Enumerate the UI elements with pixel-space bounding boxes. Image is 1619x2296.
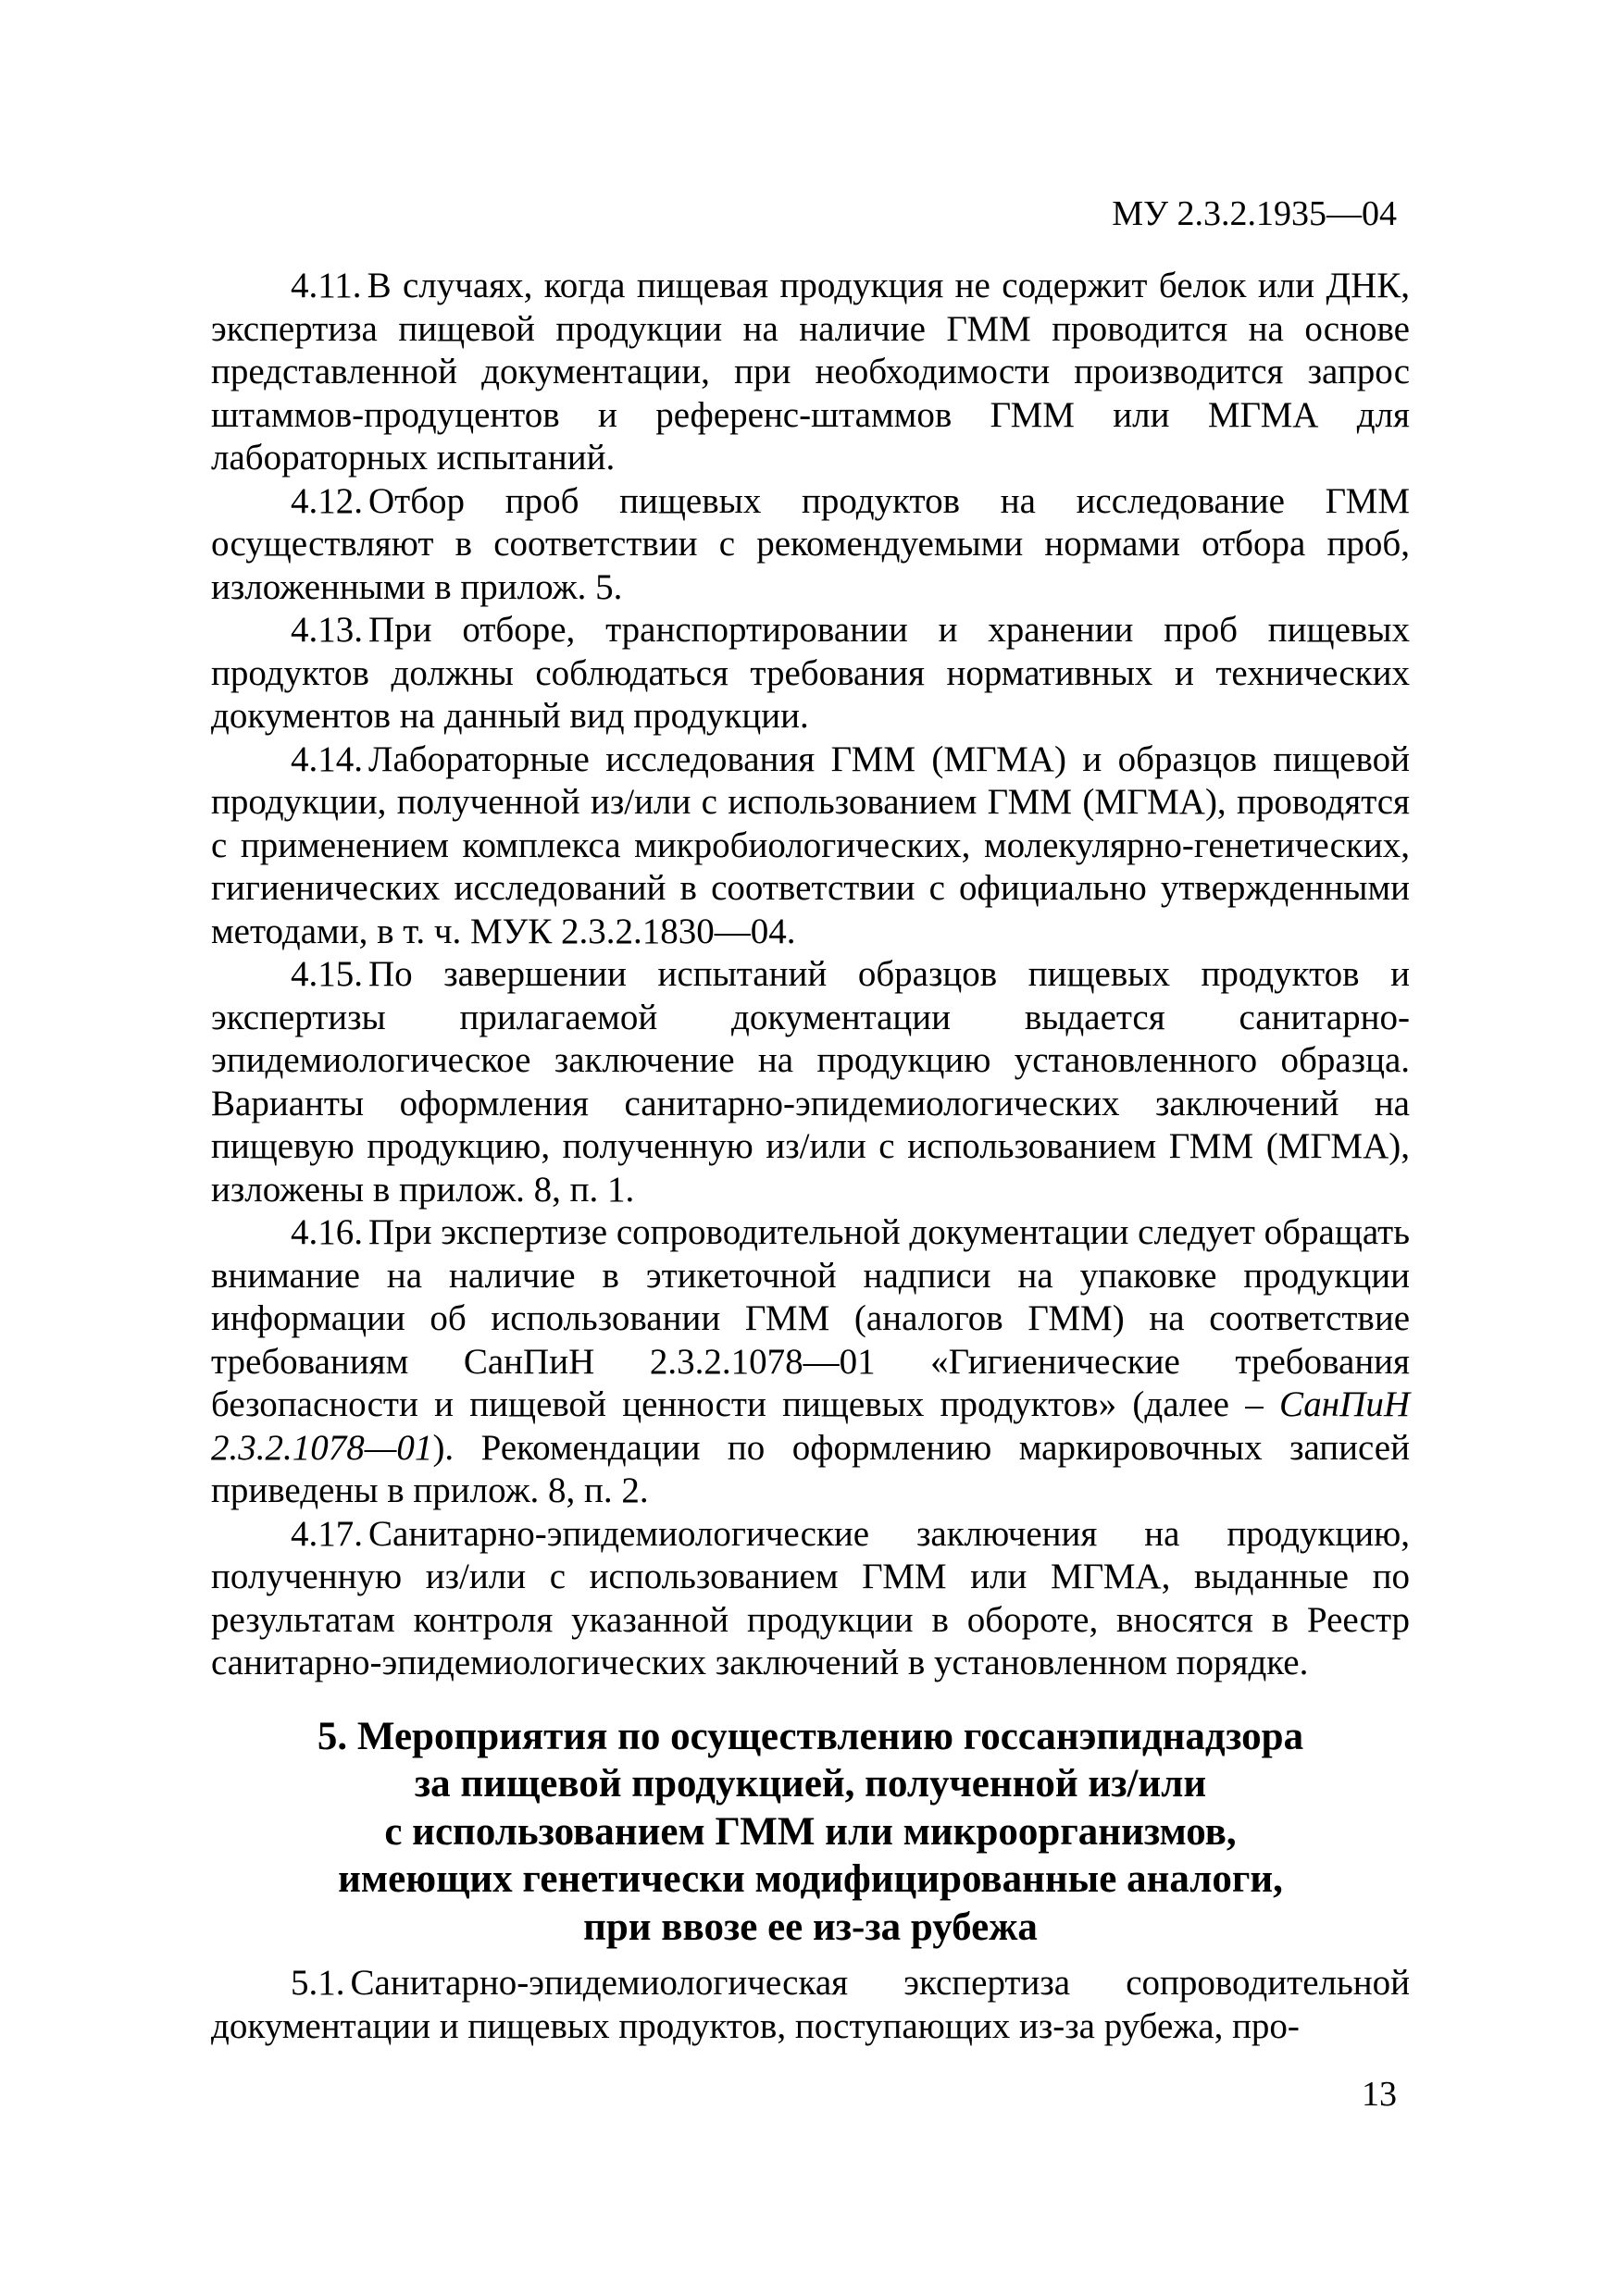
paragraph-text: Отбор проб пищевых продуктов на исследование ГММ осуществляют в соответствии с рекомендуемыми нормами отбора проб, изложенными в прилож. 5.: [211, 480, 1410, 607]
paragraph-number: 4.17.: [291, 1513, 363, 1554]
paragraph-4-11: [211, 265, 1410, 480]
paragraph-text-continued: ). Рекомендации по оформлению маркировочных записей приведены в прилож. 8, п. 2.: [211, 1427, 1410, 1510]
document-code-header: МУ 2.3.2.1935—04: [1112, 194, 1397, 233]
page-number: 13: [1362, 2075, 1397, 2114]
paragraph-number: 4.15.: [291, 954, 363, 994]
paragraph-number: 4.11.: [291, 266, 362, 305]
paragraph-text: Санитарно-эпидемиологические заключения на продукцию, полученную из/или с использованием ГММ или МГМА, выданные по результатам контроля указанной продукции в обороте, вносятся в Реестр санитарно-эпидемиологических заключений в установленном порядке.: [211, 1513, 1410, 1682]
paragraph-number: 4.13.: [291, 610, 363, 650]
paragraph-number: 4.14.: [291, 738, 363, 779]
section-title-line: 5. Мероприятия по осуществлению госсанэпиднадзора: [317, 1714, 1304, 1758]
section-title-line: имеющих генетически модифицированные аналоги,: [338, 1857, 1283, 1901]
paragraph-4-17: [211, 1513, 1410, 1685]
paragraph-4-13: [211, 609, 1410, 738]
paragraph-text: При отборе, транспортировании и хранении проб пищевых продуктов должны соблюдаться требования нормативных и технических документов на данный вид продукции.: [211, 610, 1410, 736]
paragraph-4-14: [211, 738, 1410, 954]
section-title-line: за пищевой продукцией, полученной из/или: [414, 1762, 1207, 1806]
paragraph-4-16: [211, 1211, 1410, 1513]
paragraph-text: В случаях, когда пищевая продукция не содержит белок или ДНК, экспертиза пищевой продукции на наличие ГММ проводится на основе представленной документации, при необходимости производится запрос штаммов-продуцентов и референс-штаммов ГММ или МГМА для лабораторных испытаний.: [211, 266, 1410, 478]
section-5-title: [211, 1713, 1410, 1952]
paragraph-text: Санитарно-эпидемиологическая экспертиза сопроводительной документации и пищевых продуктов, поступающих из-за рубежа, про-: [211, 1963, 1410, 2046]
section-title-line: при ввозе ее из-за рубежа: [583, 1905, 1038, 1949]
paragraph-text: Лабораторные исследования ГММ (МГМА) и образцов пищевой продукции, полученной из/или с использованием ГММ (МГМА), проводятся с применением комплекса микробиологических, молекулярно-генетических, гигиенических исследований в соответствии с официально утвержденными методами, в т. ч. МУК 2.3.2.1830—04.: [211, 738, 1410, 951]
paragraph-5-1: [211, 1962, 1410, 2048]
paragraph-number: 5.1.: [291, 1963, 345, 2003]
paragraph-text: При экспертизе сопроводительной документации следует обращать внимание на наличие в этикеточной надписи на упаковке продукции информации об использовании ГММ (аналогов ГММ) на соответствие требованиям СанПиН 2.3.2.1078—01 «Гигиенические требования безопасности и пищевой ценности пищевых продуктов» (далее –: [211, 1212, 1410, 1424]
paragraph-number: 4.16.: [291, 1212, 363, 1252]
paragraph-number: 4.12.: [291, 480, 363, 521]
paragraph-4-12: [211, 480, 1410, 610]
paragraph-text: По завершении испытаний образцов пищевых продуктов и экспертизы прилагаемой документации выдается санитарно-эпидемиологическое заключение на продукцию установленного образца. Варианты оформления санитарно-эпидемиологических заключений на пищевую продукцию, полученную из/или с использованием ГММ (МГМА), изложены в прилож. 8, п. 1.: [211, 954, 1410, 1210]
body-text: [211, 265, 1410, 2048]
paragraph-italic-reference: СанПиН 2.3.2.1078—01: [211, 1384, 1410, 1468]
section-title-line: с использованием ГММ или микроорганизмов,: [384, 1809, 1237, 1854]
paragraph-4-15: [211, 953, 1410, 1211]
